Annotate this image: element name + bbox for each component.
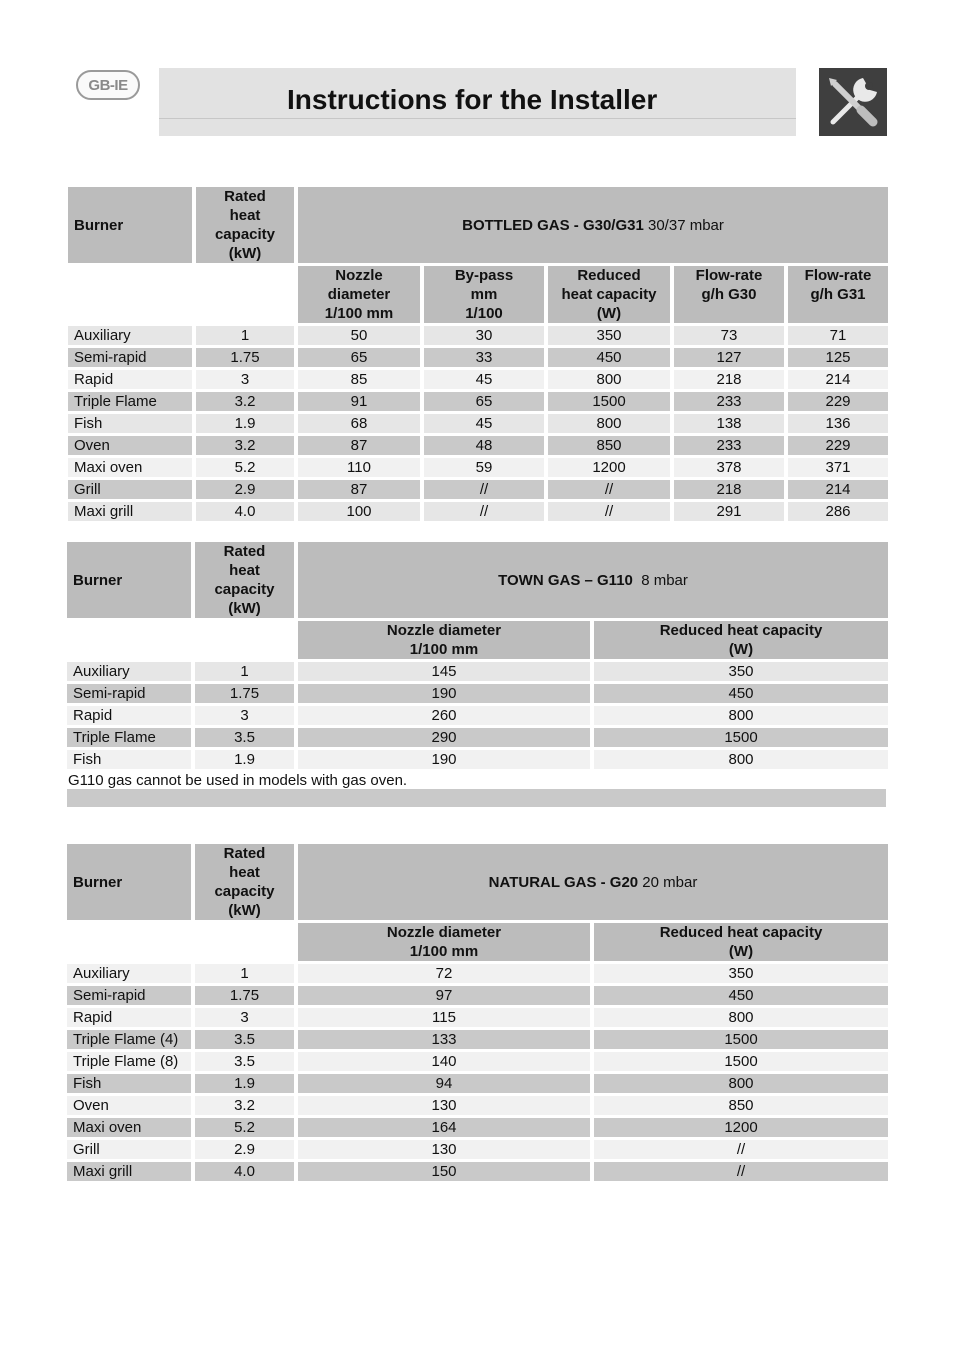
value-cell: 45 [424, 414, 544, 433]
value-cell: 450 [594, 684, 888, 703]
sub-line: 1/100 [465, 305, 503, 322]
value-cell: 450 [548, 348, 670, 367]
value-cell: 1.9 [195, 1074, 294, 1093]
value-cell: 1.75 [195, 986, 294, 1005]
table-row [68, 392, 888, 411]
sub-line: g/h G31 [810, 286, 866, 303]
burner-name-cell: Grill [68, 480, 192, 499]
value-cell: 1500 [594, 1052, 888, 1071]
burner-name-cell: Rapid [67, 706, 191, 725]
value-cell: 164 [298, 1118, 590, 1137]
town-gas-note: G110 gas cannot be used in models with gas oven. [68, 772, 408, 789]
title-banner [159, 68, 796, 136]
page-title: Instructions for the Installer [287, 84, 658, 115]
value-cell: 136 [788, 414, 888, 433]
sub-header-nozzle [298, 266, 420, 323]
value-cell: 1.75 [196, 348, 294, 367]
rated-line: capacity [214, 883, 275, 900]
town-rows [67, 662, 888, 769]
table-row [68, 414, 888, 433]
title-underline [159, 118, 796, 119]
table-row [67, 1140, 888, 1159]
value-cell: 3.2 [195, 1096, 294, 1115]
sub-header-reduced [548, 266, 670, 323]
value-cell: 3.5 [195, 1052, 294, 1071]
table-row [68, 502, 888, 521]
value-cell: 850 [594, 1096, 888, 1115]
sub-line: (W) [596, 305, 622, 322]
table-row [67, 1096, 888, 1115]
burner-name-cell: Auxiliary [67, 964, 191, 983]
col-header-burner: Burner [67, 844, 191, 920]
value-cell: 115 [298, 1008, 590, 1027]
value-cell: 350 [594, 662, 888, 681]
blank-cell [195, 621, 294, 659]
gas-pressure: 30/37 mbar [643, 216, 724, 234]
value-cell: 229 [788, 392, 888, 411]
sub-line: Flow-rate [695, 267, 763, 284]
value-cell: 2.9 [195, 1140, 294, 1159]
separator-bar [67, 789, 886, 807]
gas-title: TOWN GAS – G110 [498, 571, 633, 589]
sub-line: 1/100 mm [324, 305, 394, 322]
value-cell: 1200 [548, 458, 670, 477]
sub-line: Reduced heat capacity [659, 622, 823, 639]
burner-name-cell: Oven [68, 436, 192, 455]
gas-pressure: 8 mbar [632, 571, 688, 589]
sub-line: (W) [728, 943, 754, 960]
blank-cell [196, 266, 294, 323]
value-cell: 5.2 [196, 458, 294, 477]
value-cell: 3.5 [195, 1030, 294, 1049]
value-cell: 800 [594, 706, 888, 725]
blank-cell [67, 621, 191, 659]
value-cell: 65 [298, 348, 420, 367]
value-cell: 130 [298, 1140, 590, 1159]
sub-header-bypass [424, 266, 544, 323]
burner-name-cell: Rapid [67, 1008, 191, 1027]
table-row [67, 1118, 888, 1137]
burner-name-cell: Semi-rapid [68, 348, 192, 367]
value-cell: 73 [674, 326, 784, 345]
sub-line: Reduced heat capacity [659, 924, 823, 941]
value-cell: 72 [298, 964, 590, 983]
value-cell: 5.2 [195, 1118, 294, 1137]
value-cell: 378 [674, 458, 784, 477]
sub-line: Reduced [577, 267, 641, 284]
burner-name-cell: Maxi grill [68, 502, 192, 521]
value-cell: 286 [788, 502, 888, 521]
burner-name-cell: Auxiliary [67, 662, 191, 681]
value-cell: 800 [548, 414, 670, 433]
burner-name-cell: Triple Flame [68, 392, 192, 411]
value-cell: 3 [195, 1008, 294, 1027]
table-row [68, 370, 888, 389]
value-cell: // [594, 1140, 888, 1159]
value-cell: // [548, 480, 670, 499]
table-row [67, 964, 888, 983]
rated-line: (kW) [228, 902, 261, 919]
value-cell: 94 [298, 1074, 590, 1093]
sub-header-reduced [594, 923, 888, 961]
value-cell: 260 [298, 706, 590, 725]
blank-cell [195, 923, 294, 961]
value-cell: 2.9 [196, 480, 294, 499]
value-cell: 145 [298, 662, 590, 681]
value-cell: 350 [594, 964, 888, 983]
burner-name-cell: Semi-rapid [67, 684, 191, 703]
value-cell: 3 [195, 706, 294, 725]
value-cell: 190 [298, 750, 590, 769]
value-cell: 1500 [548, 392, 670, 411]
table-row [67, 1052, 888, 1071]
value-cell: 190 [298, 684, 590, 703]
value-cell: 110 [298, 458, 420, 477]
rated-line: heat [229, 207, 261, 224]
value-cell: 127 [674, 348, 784, 367]
value-cell: 85 [298, 370, 420, 389]
gas-type-header [298, 187, 888, 263]
rated-line: Rated [223, 543, 266, 560]
table-row [67, 1030, 888, 1049]
value-cell: 371 [788, 458, 888, 477]
value-cell: 214 [788, 370, 888, 389]
rated-line: Rated [224, 188, 266, 205]
value-cell: 233 [674, 392, 784, 411]
value-cell: 800 [548, 370, 670, 389]
sub-header-reduced [594, 621, 888, 659]
burner-name-cell: Fish [68, 414, 192, 433]
value-cell: // [548, 502, 670, 521]
value-cell: 800 [594, 1008, 888, 1027]
value-cell: 291 [674, 502, 784, 521]
value-cell: 290 [298, 728, 590, 747]
value-cell: 125 [788, 348, 888, 367]
value-cell: 4.0 [196, 502, 294, 521]
value-cell: 1.9 [196, 414, 294, 433]
sub-line: Nozzle diameter [386, 924, 502, 941]
value-cell: 33 [424, 348, 544, 367]
value-cell: 850 [548, 436, 670, 455]
value-cell: 130 [298, 1096, 590, 1115]
rated-line: (kW) [228, 245, 262, 262]
value-cell: 800 [594, 750, 888, 769]
sub-header-flow-g31 [788, 266, 888, 323]
table-row [67, 684, 888, 703]
table-row [68, 480, 888, 499]
value-cell: 71 [788, 326, 888, 345]
natural-gas-table [63, 841, 892, 1184]
rated-line: heat [229, 864, 260, 881]
col-header-rated [195, 844, 294, 920]
value-cell: 3.2 [196, 436, 294, 455]
value-cell: 1.75 [195, 684, 294, 703]
value-cell: 800 [594, 1074, 888, 1093]
table-row [67, 986, 888, 1005]
value-cell: // [594, 1162, 888, 1181]
value-cell: 1 [195, 964, 294, 983]
value-cell: 350 [548, 326, 670, 345]
sub-line: g/h G30 [701, 286, 757, 303]
sub-line: diameter [327, 286, 391, 303]
value-cell: 1 [195, 662, 294, 681]
value-cell: 150 [298, 1162, 590, 1181]
burner-name-cell: Maxi grill [67, 1162, 191, 1181]
burner-name-cell: Oven [67, 1096, 191, 1115]
burner-name-cell: Maxi oven [67, 1118, 191, 1137]
sub-line: Nozzle [335, 267, 383, 284]
gas-type-header [298, 542, 888, 618]
rated-line: capacity [214, 226, 276, 243]
burner-name-cell: Auxiliary [68, 326, 192, 345]
blank-cell [68, 266, 192, 323]
town-gas-table [63, 539, 892, 772]
value-cell: 97 [298, 986, 590, 1005]
gas-type-header [298, 844, 888, 920]
burner-name-cell: Semi-rapid [67, 986, 191, 1005]
table-row [68, 348, 888, 367]
value-cell: // [424, 480, 544, 499]
value-cell: 50 [298, 326, 420, 345]
bottled-gas-table [64, 184, 892, 524]
value-cell: 65 [424, 392, 544, 411]
rated-line: heat [229, 562, 260, 579]
value-cell: 3 [196, 370, 294, 389]
natural-rows [67, 964, 888, 1181]
table-row [67, 728, 888, 747]
value-cell: 1200 [594, 1118, 888, 1137]
value-cell: 3.5 [195, 728, 294, 747]
sub-header-nozzle [298, 621, 590, 659]
gas-title: BOTTLED GAS - G30/G31 [462, 216, 644, 234]
sub-header-flow-g30 [674, 266, 784, 323]
sub-line: Flow-rate [804, 267, 872, 284]
sub-line: Nozzle diameter [386, 622, 502, 639]
value-cell: 30 [424, 326, 544, 345]
value-cell: 91 [298, 392, 420, 411]
value-cell: 1 [196, 326, 294, 345]
bottled-rows [68, 326, 888, 521]
value-cell: 87 [298, 436, 420, 455]
value-cell: 68 [298, 414, 420, 433]
value-cell: 133 [298, 1030, 590, 1049]
col-header-burner: Burner [68, 187, 192, 263]
rated-line: capacity [214, 581, 275, 598]
value-cell: 59 [424, 458, 544, 477]
value-cell: 1500 [594, 1030, 888, 1049]
table-row [67, 706, 888, 725]
sub-line: By-pass [454, 267, 514, 284]
value-cell: 87 [298, 480, 420, 499]
region-badge: GB-IE [76, 70, 140, 100]
sub-header-nozzle [298, 923, 590, 961]
burner-name-cell: Triple Flame (4) [67, 1030, 191, 1049]
value-cell: 140 [298, 1052, 590, 1071]
table-row [68, 436, 888, 455]
sub-line: 1/100 mm [409, 641, 479, 658]
col-header-burner: Burner [67, 542, 191, 618]
value-cell: 48 [424, 436, 544, 455]
wrench-screwdriver-icon [819, 68, 887, 136]
rated-line: Rated [223, 845, 266, 862]
table-row [67, 750, 888, 769]
value-cell: 4.0 [195, 1162, 294, 1181]
burner-name-cell: Grill [67, 1140, 191, 1159]
burner-name-cell: Maxi oven [68, 458, 192, 477]
col-header-rated [196, 187, 294, 263]
value-cell: // [424, 502, 544, 521]
blank-cell [67, 923, 191, 961]
sub-line: (W) [728, 641, 754, 658]
value-cell: 138 [674, 414, 784, 433]
gas-pressure: 20 mbar [638, 873, 698, 891]
value-cell: 214 [788, 480, 888, 499]
value-cell: 1500 [594, 728, 888, 747]
burner-name-cell: Fish [67, 1074, 191, 1093]
table-row [67, 1008, 888, 1027]
rated-line: (kW) [228, 600, 261, 617]
table-row [68, 326, 888, 345]
value-cell: 218 [674, 370, 784, 389]
burner-name-cell: Triple Flame (8) [67, 1052, 191, 1071]
sub-line: 1/100 mm [409, 943, 479, 960]
value-cell: 45 [424, 370, 544, 389]
value-cell: 450 [594, 986, 888, 1005]
value-cell: 3.2 [196, 392, 294, 411]
value-cell: 229 [788, 436, 888, 455]
table-row [67, 662, 888, 681]
table-row [67, 1162, 888, 1181]
burner-name-cell: Triple Flame [67, 728, 191, 747]
value-cell: 100 [298, 502, 420, 521]
table-row [68, 458, 888, 477]
value-cell: 218 [674, 480, 784, 499]
burner-name-cell: Rapid [68, 370, 192, 389]
value-cell: 233 [674, 436, 784, 455]
sub-line: heat capacity [561, 286, 657, 303]
col-header-rated [195, 542, 294, 618]
value-cell: 1.9 [195, 750, 294, 769]
table-row [67, 1074, 888, 1093]
sub-line: mm [470, 286, 498, 303]
gas-title: NATURAL GAS - G20 [488, 873, 639, 891]
burner-name-cell: Fish [67, 750, 191, 769]
